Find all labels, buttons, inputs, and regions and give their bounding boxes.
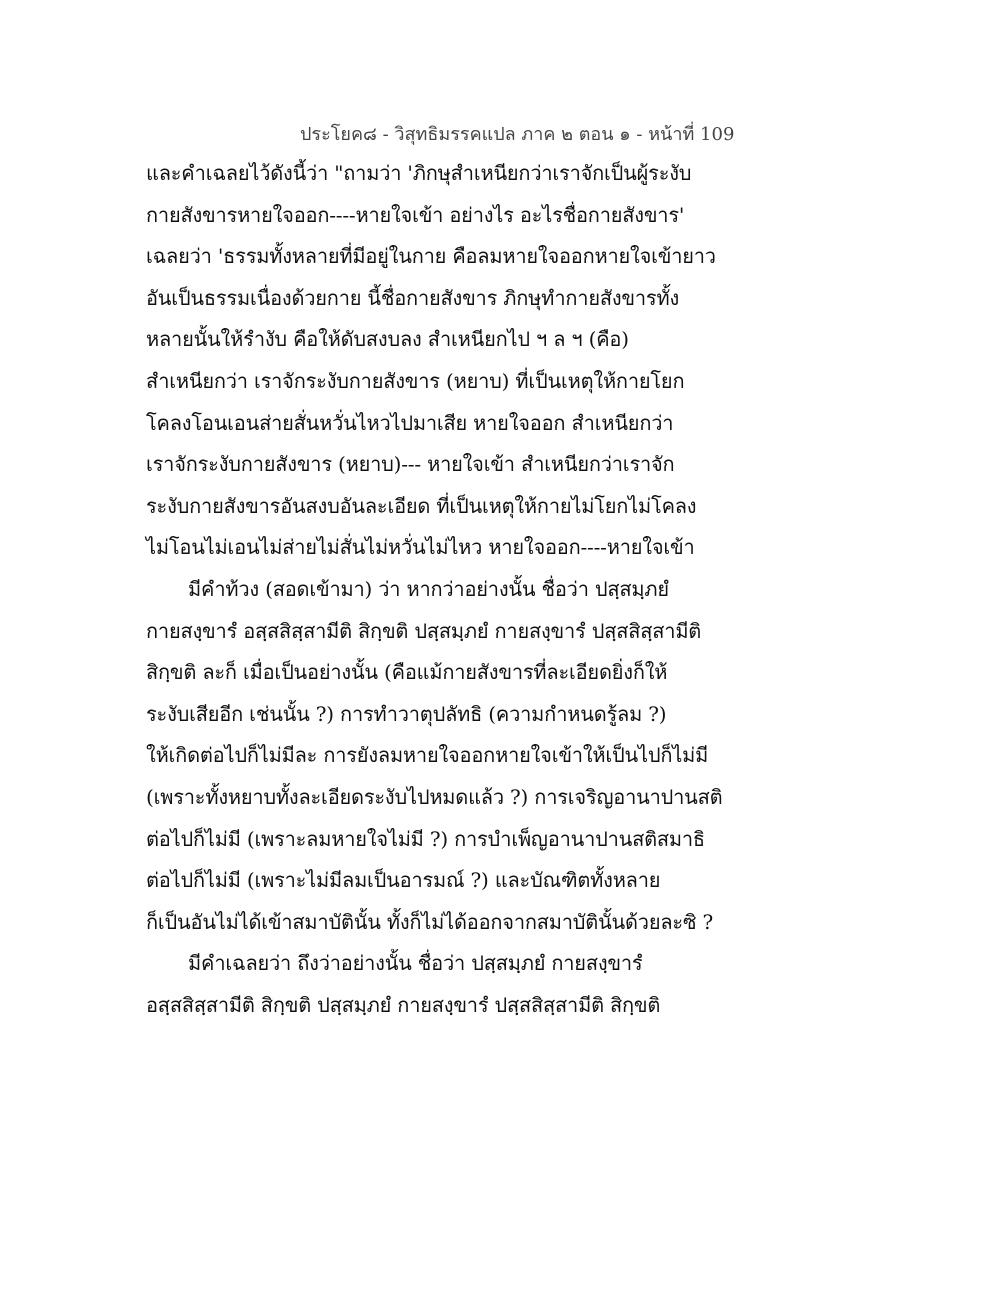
text-line: หลายนั้นให้รำงับ คือให้ดับสงบลง สำเหนียกไป ฯ ล ฯ (คือ) <box>146 327 629 352</box>
text-line: ต่อไปก็ไม่มี (เพราะลมหายใจไม่มี ?) การบำเพ็ญอานาปานสติสมาธิ <box>146 826 705 851</box>
text-line: อสฺสสิสฺสามีติ สิกฺขติ ปสฺสมฺภยํ กายสงฺขารํ ปสฺสสิสฺสามีติ สิกฺขติ <box>146 992 661 1017</box>
text-line: ระงับกายสังขารอันสงบอันละเอียด ที่เป็นเหตุให้กายไม่โยกไม่โคลง <box>146 493 697 518</box>
text-line: กายสังขารหายใจออก----หายใจเข้า อย่างไร อะไรชื่อกายสังขาร' <box>146 202 685 227</box>
text-line: เฉลยว่า 'ธรรมทั้งหลายที่มีอยู่ในกาย คือลมหายใจออกหายใจเข้ายาว <box>146 244 716 269</box>
text-line: ไม่โอนไม่เอนไม่ส่ายไม่สั่นไม่หวั่นไม่ไหว หายใจออก----หายใจเข้า <box>146 535 695 560</box>
text-line: สิกฺขติ ละก็ เมื่อเป็นอย่างนั้น (คือแม้กายสังขารที่ละเอียดยิ่งก็ให้ <box>146 660 668 685</box>
text-line: ต่อไปก็ไม่มี (เพราะไม่มีลมเป็นอารมณ์ ?) และบัณฑิตทั้งหลาย <box>146 868 661 893</box>
text-line: ให้เกิดต่อไปก็ไม่มีละ การยังลมหายใจออกหายใจเข้าให้เป็นไปก็ไม่มี <box>146 743 709 768</box>
text-line: (เพราะทั้งหยาบทั้งละเอียดระงับไปหมดแล้ว ?) การเจริญอานาปานสติ <box>146 784 723 809</box>
text-line: ระงับเสียอีก เช่นนั้น ?) การทำวาตุปลัทธิ (ความกำหนดรู้ลม ?) <box>146 701 667 726</box>
page-header: ประโยค๘ - วิสุทธิมรรคแปล ภาค ๒ ตอน ๑ - หน้าที่ 109 <box>300 124 735 145</box>
paragraph-start-line: มีคำท้วง (สอดเข้ามา) ว่า หากว่าอย่างนั้น ชื่อว่า ปสฺสมฺภยํ <box>188 576 669 601</box>
text-line: สำเหนียกว่า เราจักระงับกายสังขาร (หยาบ) ที่เป็นเหตุให้กายโยก <box>146 368 685 393</box>
text-line: และคำเฉลยไว้ดังนี้ว่า "ถามว่า 'ภิกษุสำเหนียกว่าเราจักเป็นผู้ระงับ <box>146 161 692 185</box>
text-line: กายสงฺขารํ อสฺสสิสฺสามีติ สิกฺขติ ปสฺสมฺภยํ กายสงฺขารํ ปสฺสสิสฺสามีติ <box>146 618 702 643</box>
body-text <box>146 158 726 1031</box>
text-line: อันเป็นธรรมเนื่องด้วยกาย นี้ชื่อกายสังขาร ภิกษุทำกายสังขารทั้ง <box>146 285 680 310</box>
text-line: เราจักระงับกายสังขาร (หยาบ)--- หายใจเข้า สำเหนียกว่าเราจัก <box>146 452 675 477</box>
paragraph-start-line: มีคำเฉลยว่า ถึงว่าอย่างนั้น ชื่อว่า ปสฺสมฺภยํ กายสงฺขารํ <box>188 951 643 976</box>
text-line: ก็เป็นอันไม่ได้เข้าสมาบัตินั้น ทั้งก็ไม่ได้ออกจากสมาบัตินั้นด้วยละซิ ? <box>146 909 714 934</box>
text-line: โคลงโอนเอนส่ายสั่นหวั่นไหวไปมาเสีย หายใจออก สำเหนียกว่า <box>146 410 674 435</box>
